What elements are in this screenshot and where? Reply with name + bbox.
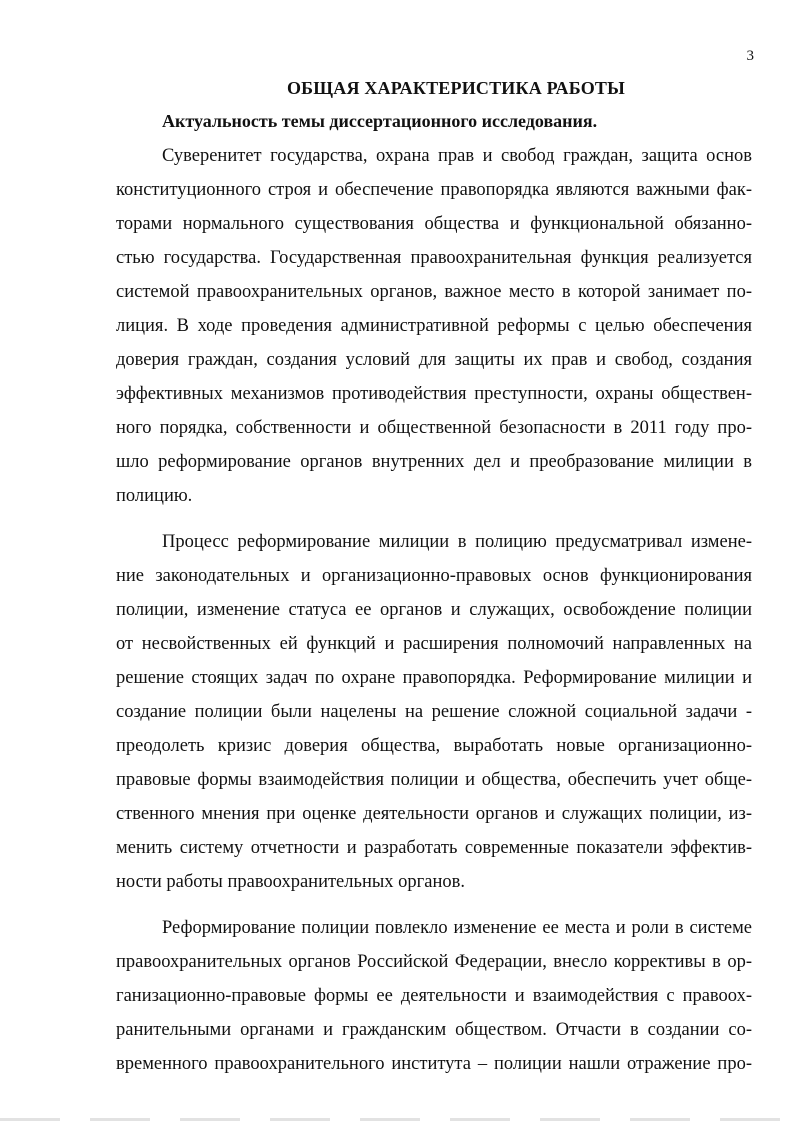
- paragraph-1-line-9: ного порядка, собственности и общественной безопасности в 2011 году про-: [116, 418, 752, 438]
- paragraph-2-line-5: решение стоящих задач по охране правопорядка. Реформирование милиции и: [116, 668, 752, 688]
- paragraph-2-line-9: ственного мнения при оценке деятельности органов и служащих полиции, из-: [116, 804, 752, 824]
- scan-edge-artifact: [0, 1118, 800, 1121]
- paragraph-1-line-11: полицию.: [116, 486, 193, 506]
- paragraph-3-line-1: Реформирование полиции повлекло изменение ее места и роли в системе: [162, 918, 752, 938]
- paragraph-1-line-7: доверия граждан, создания условий для защиты их прав и свобод, создания: [116, 350, 752, 370]
- paragraph-2-line-3: полиции, изменение статуса ее органов и служащих, освобождение полиции: [116, 600, 752, 620]
- paragraph-1-line-4: стью государства. Государственная правоохранительная функция реализуется: [116, 248, 752, 268]
- paragraph-1-line-2: конституционного строя и обеспечение правопорядка являются важными фак-: [116, 180, 752, 200]
- paragraph-3-line-5: временного правоохранительного института – полиции нашли отражение про-: [116, 1054, 752, 1074]
- paragraph-3-line-2: правоохранительных органов Российской Федерации, внесло коррективы в ор-: [116, 952, 752, 972]
- paragraph-1-line-5: системой правоохранительных органов, важное место в которой занимает по-: [116, 282, 752, 302]
- paragraph-1-line-3: торами нормального существования общества и функциональной обязанно-: [116, 214, 752, 234]
- page-number: 3: [746, 48, 754, 64]
- paragraph-2-line-1: Процесс реформирование милиции в полицию предусматривал измене-: [162, 532, 752, 552]
- page-title: ОБЩАЯ ХАРАКТЕРИСТИКА РАБОТЫ: [286, 78, 626, 98]
- paragraph-2-line-2: ние законодательных и организационно-правовых основ функционирования: [116, 566, 752, 586]
- paragraph-3-line-3: ганизационно-правовые формы ее деятельности и взаимодействия с правоох-: [116, 986, 752, 1006]
- paragraph-2-line-7: преодолеть кризис доверия общества, выработать новые организационно-: [116, 736, 752, 756]
- paragraph-2-line-4: от несвойственных ей функций и расширения полномочий направленных на: [116, 634, 752, 654]
- paragraph-1-line-1: Суверенитет государства, охрана прав и свобод граждан, защита основ: [162, 146, 752, 166]
- paragraph-1-line-8: эффективных механизмов противодействия преступности, охраны обществен-: [116, 384, 752, 404]
- paragraph-2-line-10: менить систему отчетности и разработать современные показатели эффектив-: [116, 838, 752, 858]
- section-subtitle: Актуальность темы диссертационного исследования.: [162, 111, 598, 131]
- paragraph-2-line-8: правовые формы взаимодействия полиции и общества, обеспечить учет обще-: [116, 770, 752, 790]
- paragraph-3-line-4: ранительными органами и гражданским обществом. Отчасти в создании со-: [116, 1020, 752, 1040]
- paragraph-2-line-6: создание полиции были нацелены на решение сложной социальной задачи -: [116, 702, 752, 722]
- paragraph-2-line-11: ности работы правоохранительных органов.: [116, 872, 465, 892]
- paragraph-1-line-10: шло реформирование органов внутренних дел и преобразование милиции в: [116, 452, 752, 472]
- paragraph-1-line-6: лиция. В ходе проведения административной реформы с целью обеспечения: [116, 316, 752, 336]
